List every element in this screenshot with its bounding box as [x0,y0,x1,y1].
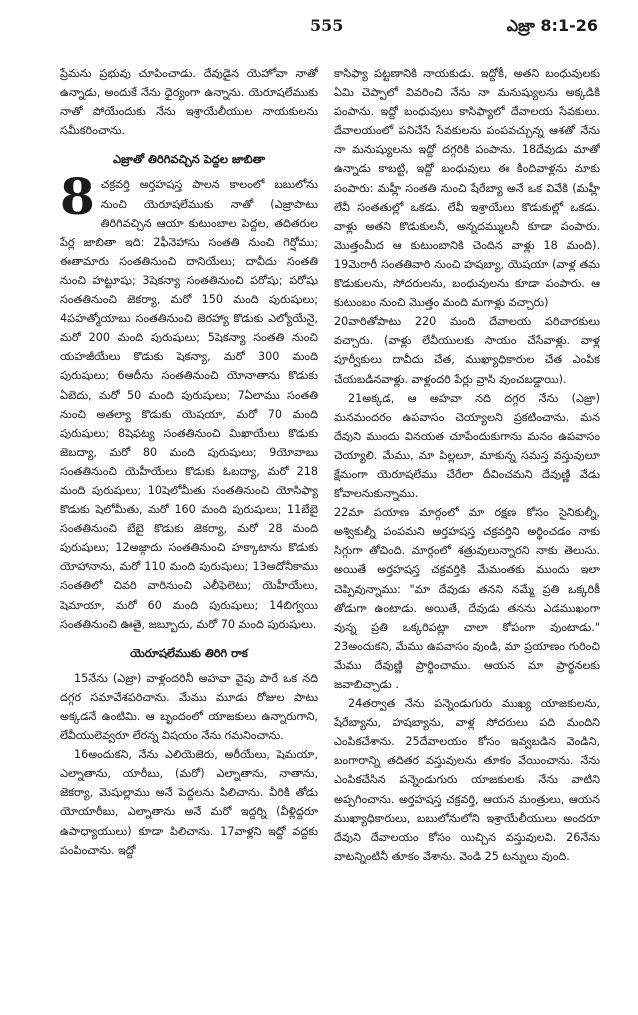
verse-16-paragraph: 16అందుకని, నేను ఎలియెజెరు, అరీయేలు, షెమయా, ఎల్నాతాను, యారీబు, (మరో) ఎల్నాతాను, నాతాను, జెకర్యా, మెషుల్లాము అనే పెద్దలను పిలిచాను. వీరికి తోడు యోయారీబు, ఎల్నాతాను అనే మరో ఇద్దర్ని (వీళ్లిద్దరూ ఉపాధ్యాయులు) కూడా పిలిచాను. 17వాళ్లని ఇద్దో వద్దకు పంపించాను. ఇద్దో [60,748,318,857]
verse-21-paragraph: 21అక్కడ, ఆ అహవా నది దగ్గర నేను (ఎజ్రా) మనమందరం ఉపవాసం చెయ్యాలని ప్రకటించాను. మన దేవుని ముందు వినయత చూపేందుకుగాను మనం ఉపవాసం చెయ్యాలి. మేము, మా పిల్లలూ, మాకున్న సమస్త వస్తువులూ క్షేమంగా యెరూషలేము చేరేలా దీవించమని దేవుణ్ణి వేడు కోవాలనుకున్నాము. [334,391,600,501]
section-heading: ఎజ్రాతో తిరిగివచ్చిన పెద్దల జాబితా [112,152,266,167]
page-header [60,16,598,42]
verse-22-paragraph: 22మా పయాణ మార్గంలో మా రక్షణ కోసం సైనికుల్నీ, అశ్వికుల్నీ పంపమని అర్తహషస్త చక్రవర్తిని అర్థించడం నాకు సిగ్గుగా తోచింది. మార్గంలో శత్రువులున్నారని నాకు తెలుసు. అయితే అర్తహషస్త చక్రవర్తికి మేమంతకు ముందు ఇలా చెప్పివున్నాము: "మా దేవుడు తనని నమ్మే ప్రతి ఒక్కరికీ తోడుగా ఉంటాడు. అయితే, దేవుడు తనను ఎడముఖంగా వున్న ప్రతి ఒక్కరిపట్లా చాలా కోపంగా వుంటాడు." 23అందుకని, మేము ఉపవాసం వుండి, మా ప్రయాణం గురించి మేము దేవుణ్ణి ప్రార్థించాము. ఆయన మా ప్రార్థనలకు జవాబిచ్చాడు . [334,506,600,691]
continued-paragraph: కాసిఫ్యా పట్టణానికి నాయకుడు. ఇద్దోకీ, అతని బంధువులకు ఏమి చెప్పాలో వివరించి నేను నా మనుష్యులను అక్కడికి పంపాను. ఇద్దో బంధువులు కాసిఫ్యాలో దేవాలయ సేవకులు. దేవాలయంలో పనిచేసే సేవకులను పంపవచ్చున్న ఆశతో నేను నా మనుష్యులను ఇద్దో దగ్గరికి పంపాను. 18దేవుడు మాతో ఉన్నాడు కాబట్టి, ఇద్దో బంధువులు ఈ కిందివాళ్లను మాకు పంపారు: మహ్లీ సంతతి నుంచి షేరేబ్యా అనే ఒక వివేకి (మహ్లీ లేవీ సంతతుల్లో ఒకడు. లేవీ ఇశ్రాయేలు కొడుకుల్లో ఒకడు. వాళ్లు అతని కొడుకులనీ, అన్నదమ్ములనీ కూడా పంపారు. మొత్తంమీద ఆ కుటుంబానికి చెందిన వాళ్లు 18 మంది). 19మెరారీ సంతతివారి నుంచి హషబ్యా, యెషయా (వాళ్ల తమ కొడుకులను, సోదరులను, బంధువులను కూడా పంపారు. ఆ కుటుంబం నుంచి మొత్తం మంది మగాళ్లు వచ్చారు) [334,67,600,310]
running-head: ఎజ్రా 8:1-26 [506,16,598,35]
chapter-paragraph [60,167,318,633]
right-column [334,64,600,1004]
page-number: 555 [310,16,344,35]
section-heading-return: యెరూషలేముకు తిరిగి రాక [130,645,248,660]
verse-24-paragraph: 24తర్వాత నేను పన్నెండుగురు ముఖ్య యాజకులను, షేరేబ్యాను, హషబ్యాను, వాళ్ల సోదరులు పది మందిని ఎంపికచేశాను. 25దేవాలయం కోసం ఇవ్వబడిన వెండిని, బంగారాన్ని తదితర వస్తువులను తూకం వేయించాను. నేను ఎంపికచేసిన పన్నెండుగురు యాజకులకు నేను వాటిని అప్పగించాను. అర్తహషస్త చక్రవర్తి, ఆయన మంత్రులు, ఆయన ముఖ్యాధికారులు, బబులోనులోని ఇశ్రాయేలీయులు అందరూ దేవుని దేవాలయం కోసం యిచ్చిన వస్తువులవి. 26నేను వాటన్నింటినీ తూకం వేశాను. వెండి 25 టన్నులు వుంది. [334,697,600,863]
verse-20-paragraph: 20వారితోపాటు 220 మంది దేవాలయ పరిచారకులు వచ్చారు. (వాళ్లు లేవీయులకు సాయం చేసేవాళ్లు. వాళ్ల పూర్వీకులు దావీదు చేత, ముఖ్యాధికారుల చేత ఎంపిక చేయబడినవాళ్లు. వాళ్లందరి పేర్లు వ్రాసి వుంచబడ్డాయి). [334,315,600,386]
chapter-number: 8 [60,167,95,227]
intro-paragraph: ప్రేమను ప్రభువు చూపించాడు. దేవుడైన యెహోవా నాతో ఉన్నాడు, అందుకే నేను ధైర్యంగా ఉన్నాను. యెరూషలేముకు నాతో పోయేందుకు నేను ఇశ్రాయేలీయుల నాయకులను సమీకరించాను. [60,67,318,138]
chapter-paragraph-text: చక్రవర్తి అర్తహషస్త పాలన కాలంలో బబులోను నుంచి యెరూషలేముకు నాతో (ఎజ్రాపాటు తిరిగివచ్చిన ఆయా కుటుంబాల పెద్దల, తదితరుల పేర్ల జాబితా ఇది: 2ఫీనెహాసు సంతతి నుంచి గెర్షోము; ఈతామారు సంతతినుంచి దానియేలు; దావీదు సంతతి నుంచి హట్టూషు; 3షెకన్యా సంతతినుంచి పరోషు; పరోషు సంతతినుంచి జెకర్యా, మరో 150 మంది పురుషులు; 4పహత్మోయాబు సంతతినుంచి జెరహ్యా కొడుకు ఎల్యోయేనై, మరో 200 మంది పురుషులు; 5షెకన్యా సంతతి నుంచి యహజీయేలు కొడుకు షెకన్యా, మరో 300 మంది పురుషులు; 6ఆదీను సంతతినుంచి యోనాతాను కొడుకు ఏబెదు, మరో 50 మంది పురుషులు; 7ఏలాము సంతతి నుంచి అతల్యా కొడుకు యెషయా, మరో 70 మంది పురుషులు; 8షెఫట్య సంతతినుంచి మిఖాయేలు కొడుకు జెబద్యా, మరో 80 మంది పురుషులు; 9యోవాబు సంతతినుంచి యెహీయేలు కొడుకు ఓబద్యా, మరో 218 మంది పురుషులు; 10షెలోమీతు సంతతినుంచి యోసిఫ్యా కొడుకు షెలోమీతు, మరో 160 మంది పురుషులు; 11బేబై సంతతినుంచి బేబై కొడుకు జెకర్యా, మరో 28 మంది పురుషులు; 12అజ్గాదు సంతతినుంచి హక్కాటాను కొడుకు యోహానాను, మరో 110 మంది పురుషులు; 13అదోనీకాము సంతతిలో చివరి వారినుంచి ఎలీఫెలెటు; యెహీయేలు, షెమాయా, మరో 60 మంది పురుషులు; 14బిగ్వయి సంతతినుంచి ఊతై, జబ్బూదు, మరో 70 మంది పురుషులు. [60,178,318,631]
left-column [60,64,318,1004]
verse-15-paragraph: 15నేను (ఎజ్రా) వాళ్లందరినీ అహవా వైపు పారే ఒక నది దగ్గర సమావేశపరిచాను. మేము మూడు రోజుల పాటు అక్కడనే ఉంటిమి. ఆ బృందంలో యాజకులు ఉన్నారుగాని, లేవీయులెవ్వరూ లేరన్న విషయం నేను గమనించాను. [60,671,318,743]
